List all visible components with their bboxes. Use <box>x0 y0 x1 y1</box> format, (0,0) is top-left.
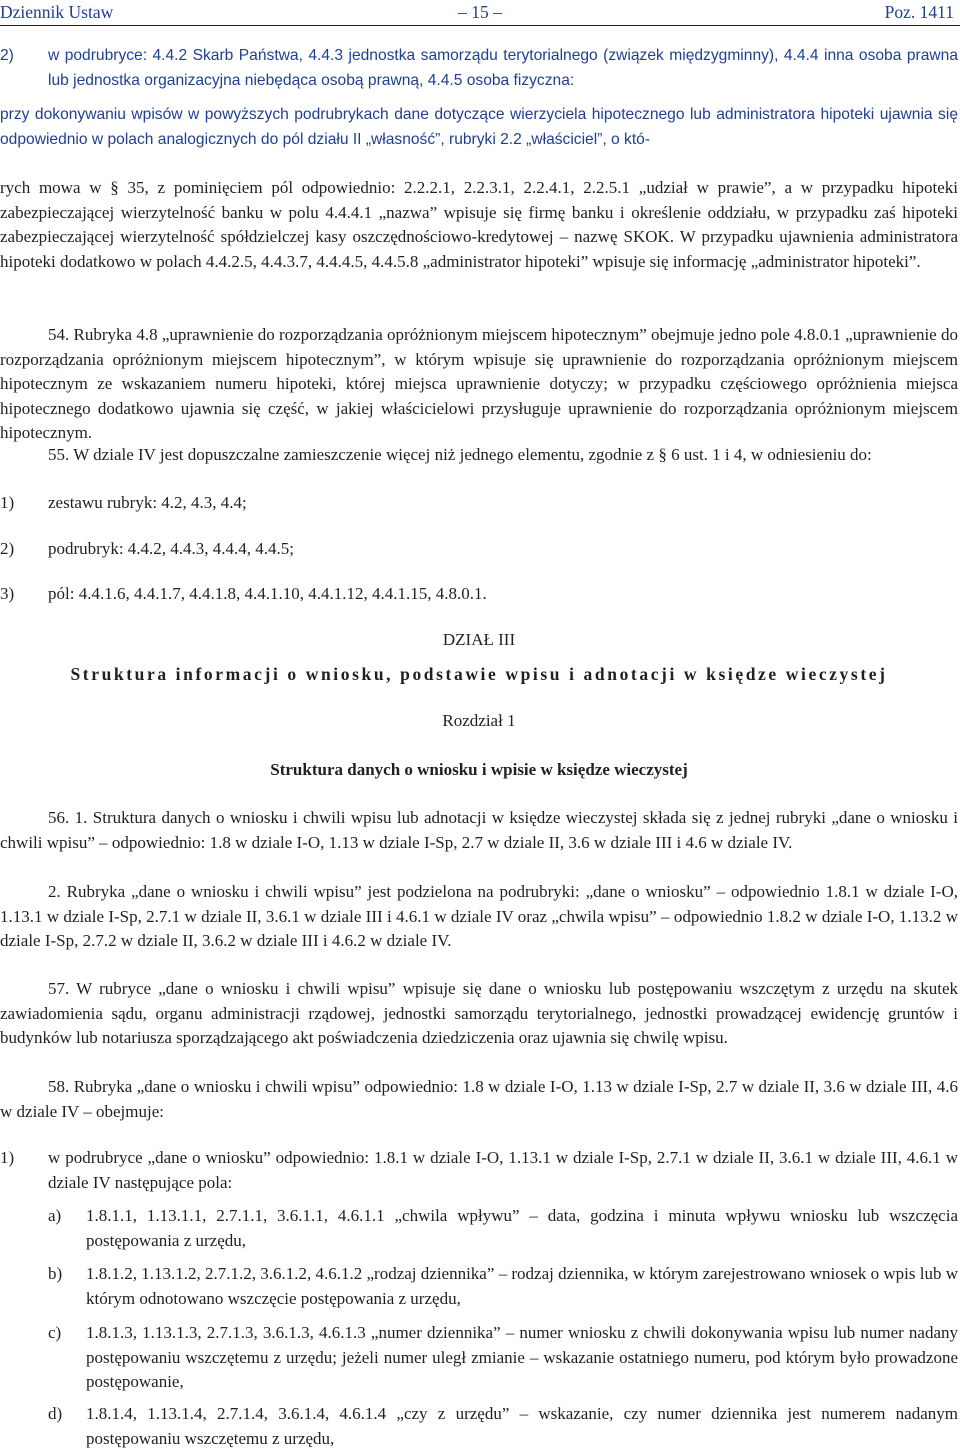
section-title: Struktura informacji o wniosku, podstawie wpisu i adnotacji w księdze wieczystej <box>70 664 888 684</box>
sublist-item-text: 1.8.1.2, 1.13.1.2, 2.7.1.2, 3.6.1.2, 4.6.1.2 „rodzaj dziennika” – rodzaj dziennika, w którym zarejestrowano wniosek o wpis lub w którym odnotowano wszczęcie postępowania z urzędu, <box>86 1264 959 1308</box>
paragraph-54: 54. Rubryka 4.8 „uprawnienie do rozporządzania opróżnionym miejscem hipotecznym” obejmuje jedno pole 4.8.0.1 „uprawnienie do rozporządzania opróżnionym miejscem hipotecznym”, w którym wpisuje się uprawnienie do rozporządzania opróżnionym miejscem hipotecznym ze wskazaniem numeru hipoteki, której miejsca uprawnienie dotyczy; w przypadku częściowego opróżnienia miejsca hipotecznego dodatkowo ujawnia się część, w jakiej właścicielowi przysługuje uprawnienie do rozporządzania opróżnionym miejscem hipotecznym. <box>0 325 958 442</box>
list-item-number: 1) <box>0 1148 15 1167</box>
sublist-item-text: 1.8.1.3, 1.13.1.3, 2.7.1.3, 3.6.1.3, 4.6.1.3 „numer dziennika” – numer wniosku z chwili dokonywania wpisu lub numer nadany postępowaniu wszczętemu z urzędu; jeżeli numer uległ zmianie – wskazanie ostatniego numeru, pod którym było prowadzone postępowanie, <box>86 1323 958 1391</box>
chapter-title: Struktura danych o wniosku i wpisie w księdze wieczystej <box>270 760 688 779</box>
paragraph-56-2: 2. Rubryka „dane o wniosku i chwili wpisu” jest podzielona na podrubryki: „dane o wniosku” – odpowiednio 1.8.1 w dziale I-O, 1.13.1 w dziale I-Sp, 2.7.1 w dziale II, 3.6.1 w dziale III i 4.6.1 w dziale IV oraz „chwila wpisu” – odpowiednio 1.8.2 w dziale I-O, 1.13.2 w dziale I-Sp, 2.7.2 w dziale II, 3.6.2 w dziale III i 4.6.2 w dziale IV. <box>0 882 958 950</box>
list-item-number: 2) <box>0 47 14 64</box>
list-item <box>0 1146 958 1195</box>
list-item <box>0 44 958 93</box>
chapter-heading: Rozdział 1 <box>442 711 516 730</box>
header-divider <box>0 25 960 26</box>
position-number: Poz. 1411 <box>884 2 954 22</box>
list-item <box>0 491 958 516</box>
paragraph-przy-sans: przy dokonywaniu wpisów w powyższych podrubrykach dane dotyczące wierzyciela hipotecznego lub administratora hipoteki ujawnia się odpowiednio w polach analogicznych do pól działu II „własność”, rubryki 2.2 „właściciel”, o któ- <box>0 106 958 148</box>
list-item-text: zestawu rubryk: 4.2, 4.3, 4.4; <box>48 493 247 512</box>
page-number: – 15 – <box>458 2 502 22</box>
list-item-number: 1) <box>0 493 15 512</box>
sublist-item-letter: b) <box>48 1264 63 1283</box>
page-header <box>0 0 960 26</box>
sublist-item-letter: c) <box>48 1323 62 1342</box>
list-item <box>0 537 958 562</box>
paragraph-55: 55. W dziale IV jest dopuszczalne zamieszczenie więcej niż jednego elementu, zgodnie z § 6 ust. 1 i 4, w odniesieniu do: <box>48 445 872 464</box>
list-item-text: w podrubryce „dane o wniosku” odpowiednio: 1.8.1 w dziale I-O, 1.13.1 w dziale I-Sp, 2.7.1 w dziale II, 3.6.1 w dziale III, 4.6.1 w dziale IV następujące pola: <box>48 1148 958 1192</box>
journal-title: Dziennik Ustaw <box>0 2 114 22</box>
list-item-number: 3) <box>0 584 15 603</box>
sublist-item-text: 1.8.1.1, 1.13.1.1, 2.7.1.1, 3.6.1.1, 4.6.1.1 „chwila wpływu” – data, godzina i minuta wpływu wniosku lub wszczęcia postępowania z urzędu, <box>86 1206 958 1250</box>
sublist-item-letter: a) <box>48 1206 62 1225</box>
sublist-item <box>0 1321 958 1395</box>
paragraph-przy-serif: rych mowa w § 35, z pominięciem pól odpowiednio: 2.2.2.1, 2.2.3.1, 2.2.4.1, 2.2.5.1 „udział w prawie”, a w przypadku hipoteki zabezpieczającej wierzytelność banku w polu 4.4.4.1 „nazwa” wpisuje się firmę banku i określenie oddziału, w przypadku zaś hipoteki zabezpieczającej wierzytelność spółdzielczej kasy oszczędnościowo-kredytowej – nazwę SKOK. W przypadku ujawnienia administratora hipoteki dodatkowo w polach 4.4.2.5, 4.4.3.7, 4.4.4.5, 4.4.5.8 „administrator hipoteki” wpisuje się informację „administrator hipoteki”. <box>0 178 958 271</box>
list-item-text: w podrubryce: 4.4.2 Skarb Państwa, 4.4.3 jednostka samorządu terytorialnego (związek międzygminny), 4.4.4 inna osoba prawna lub jednostka organizacyjna niebędąca osobą prawną, 4.4.5 osoba fizyczna: <box>48 47 958 89</box>
sublist-item <box>0 1204 958 1253</box>
sublist-item <box>0 1262 958 1311</box>
sublist-item-text: 1.8.1.4, 1.13.1.4, 2.7.1.4, 3.6.1.4, 4.6.1.4 „czy z urzędu” – wskazanie, czy numer dziennika jest numerem nadanym postępowaniu wszczętemu z urzędu, <box>86 1404 958 1448</box>
paragraph-56-1: 56. 1. Struktura danych o wniosku i chwili wpisu lub adnotacji w księdze wieczystej składa się z jednej rubryki „dane o wniosku i chwili wpisu” – odpowiednio: 1.8 w dziale I-O, 1.13 w dziale I-Sp, 2.7 w dziale II, 3.6 w dziale III i 4.6 w dziale IV. <box>0 808 958 852</box>
section-heading: DZIAŁ III <box>442 630 516 649</box>
sublist-item <box>0 1402 958 1451</box>
sublist-item-letter: d) <box>48 1404 63 1423</box>
paragraph-57: 57. W rubryce „dane o wniosku i chwili wpisu” wpisuje się dane o wniosku lub postępowaniu wszczętym z urzędu na skutek zawiadomienia sądu, organu administracji rządowej, jednostki samorządu terytorialnego, jednostki prowadzącej ewidencję gruntów i budynków lub notariusza sporządzającego akt poświadczenia dziedziczenia oraz ujawnia się chwilę wpisu. <box>0 979 958 1047</box>
paragraph-58: 58. Rubryka „dane o wniosku i chwili wpisu” odpowiednio: 1.8 w dziale I-O, 1.13 w dziale I-Sp, 2.7 w dziale II, 3.6 w dziale III, 4.6 w dziale IV – obejmuje: <box>0 1077 958 1121</box>
list-item-number: 2) <box>0 539 15 558</box>
list-item-text: podrubryk: 4.4.2, 4.4.3, 4.4.4, 4.4.5; <box>48 539 295 558</box>
list-item-text: pól: 4.4.1.6, 4.4.1.7, 4.4.1.8, 4.4.1.10, 4.4.1.12, 4.4.1.15, 4.8.0.1. <box>48 584 487 603</box>
list-item <box>0 582 958 607</box>
